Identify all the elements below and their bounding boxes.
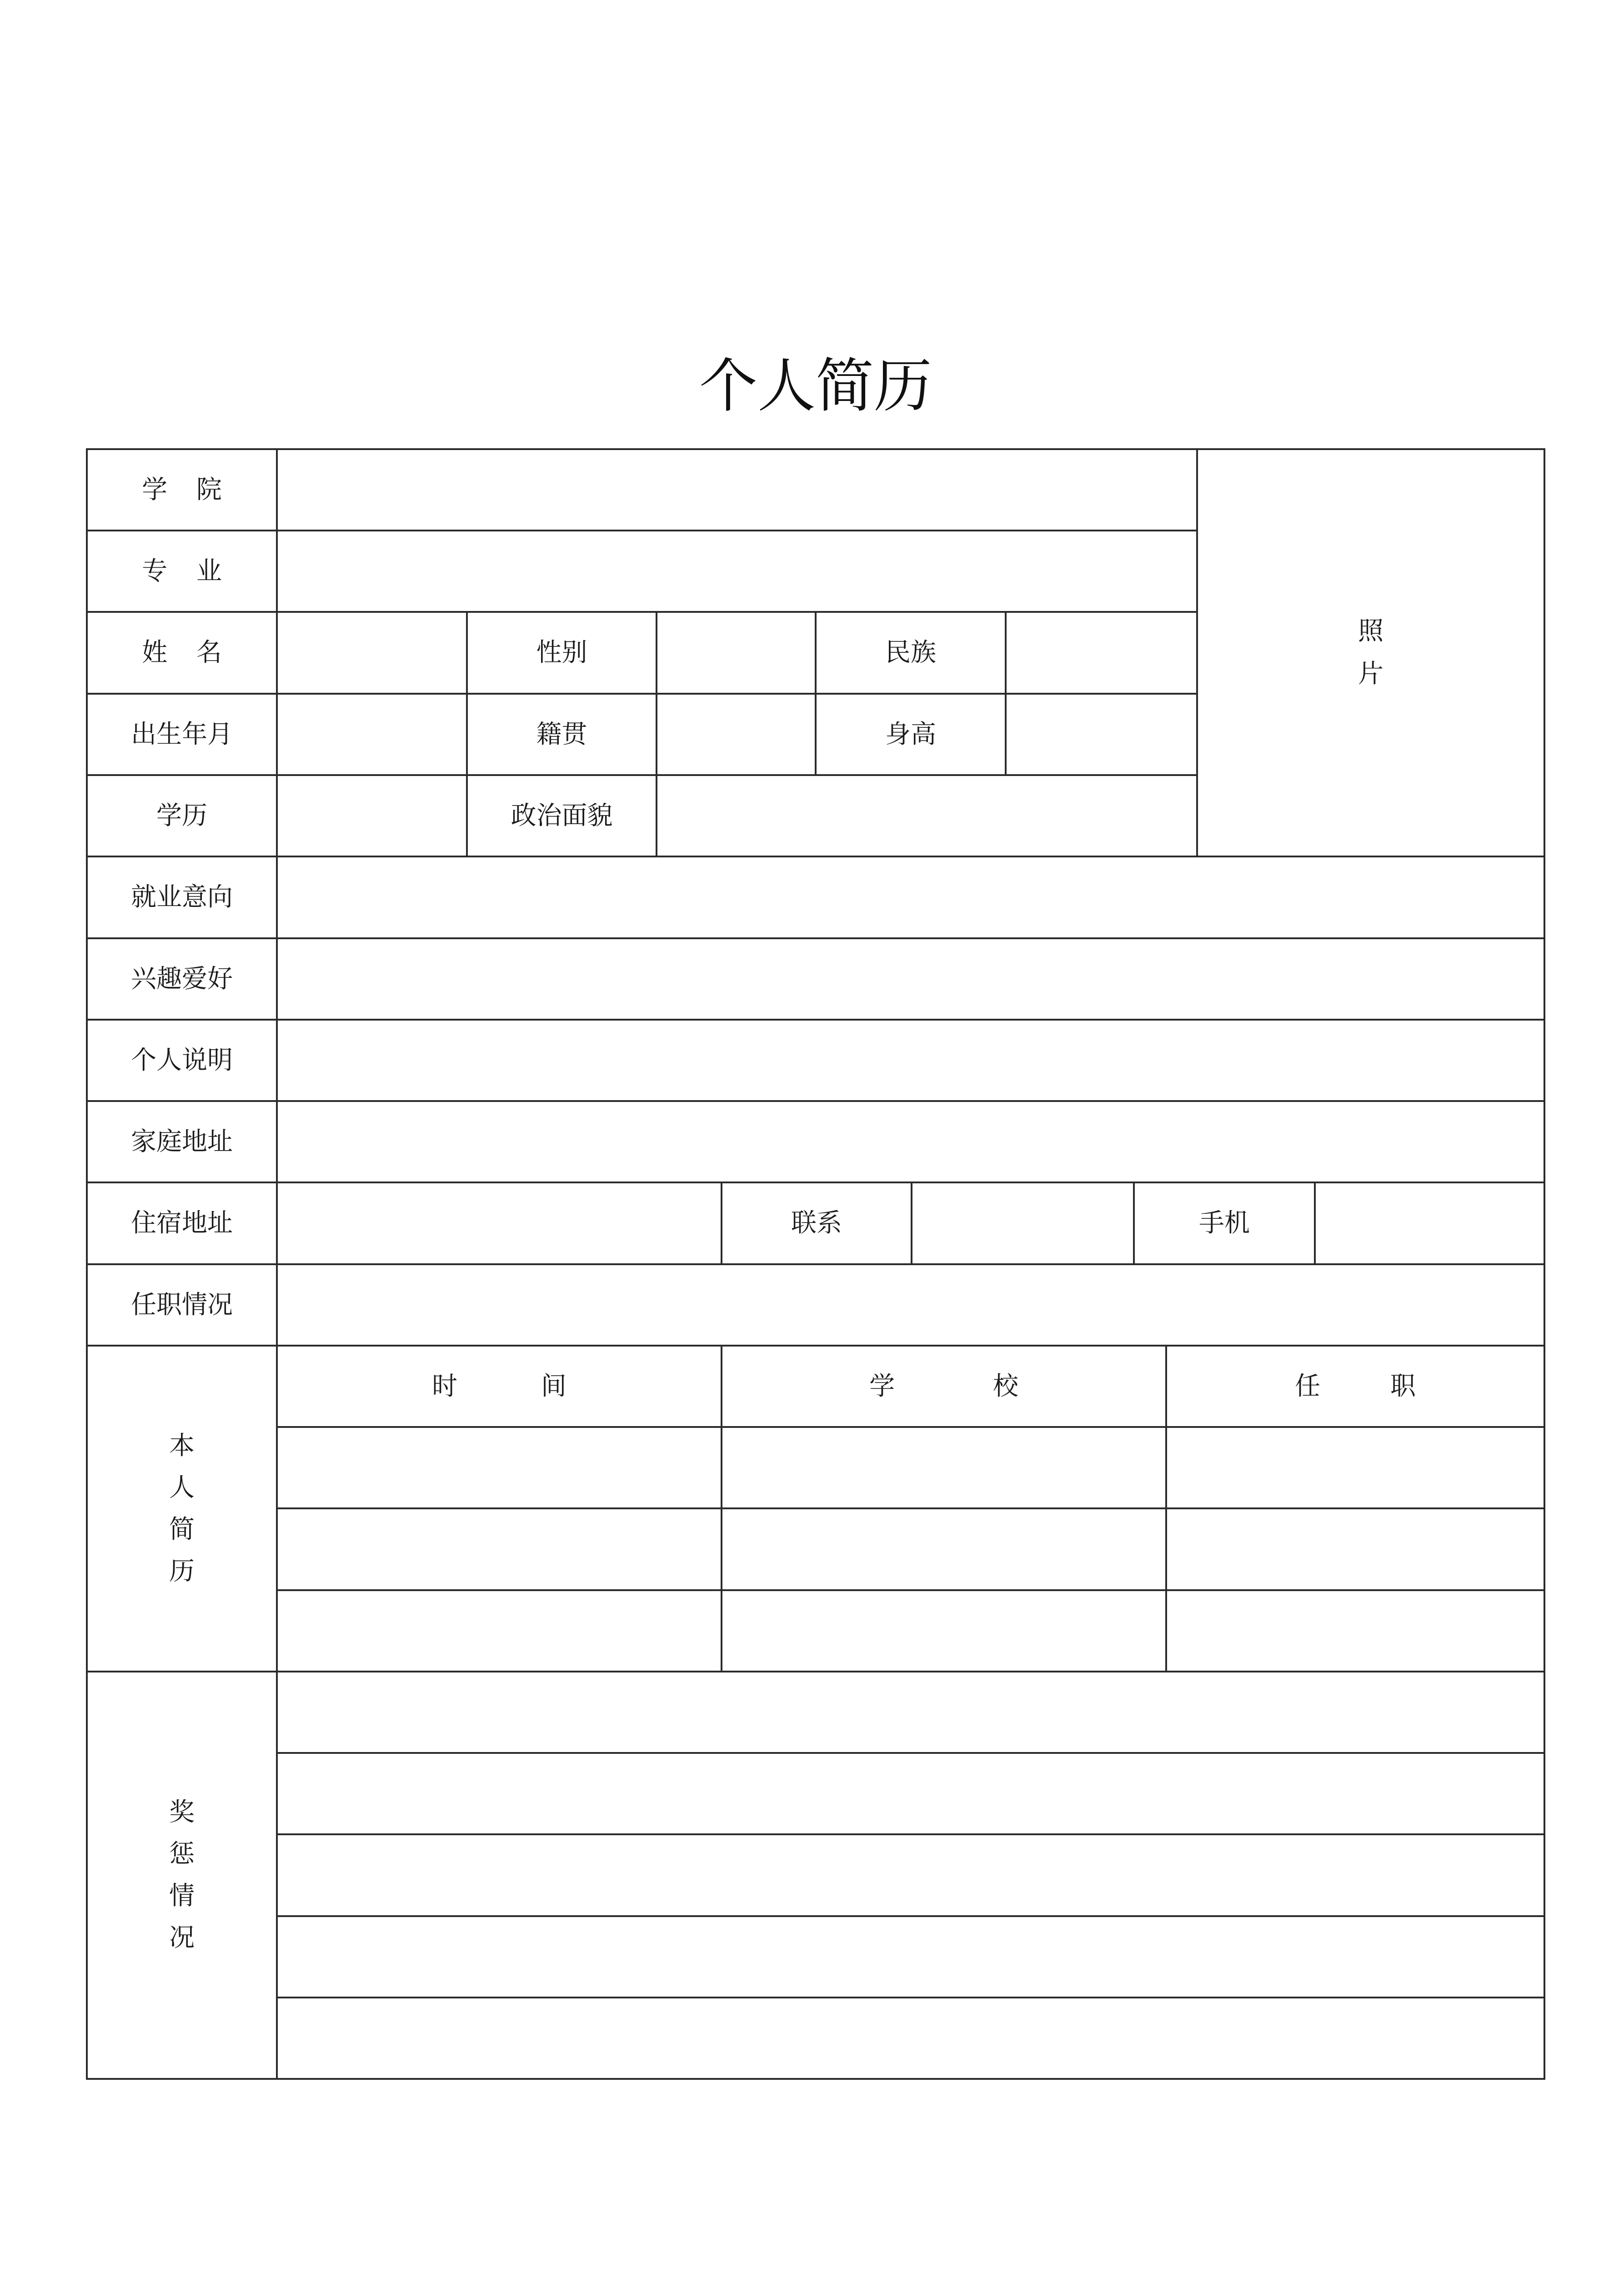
resume-history-row-2-position[interactable] [1165,1507,1545,1591]
school-column-header: 学 校 [869,1371,1018,1401]
resume-history-label-cell [86,1345,278,1672]
positions-held-field[interactable] [276,1263,1545,1347]
awards-row-5[interactable] [276,1997,1545,2080]
name-label-cell [86,611,278,695]
home-address-field[interactable] [276,1100,1545,1183]
resume-history-row-3-position[interactable] [1165,1589,1545,1672]
college-field[interactable] [276,448,1198,531]
resume-form-table [87,449,1544,2079]
resume-history-row-2-time[interactable] [276,1507,722,1591]
height-field[interactable] [1005,693,1198,776]
awards-row-2[interactable] [276,1752,1545,1835]
mobile-label: 手机 [1199,1208,1250,1238]
resume-history-row-3-school[interactable] [721,1589,1167,1672]
position-column-header: 任 职 [1295,1371,1416,1401]
resume-history-row-3-time[interactable] [276,1589,722,1672]
awards-row-3[interactable] [276,1833,1545,1917]
photo-label: 照片 [1358,616,1383,689]
career-intention-label: 就业意向 [131,882,233,912]
height-label: 身高 [885,719,936,749]
mobile-label-cell [1133,1182,1316,1265]
political-status-field[interactable] [656,774,1198,857]
gender-label-cell [466,611,657,695]
awards-label: 奖惩情况 [169,1797,195,1953]
height-label-cell [815,693,1007,776]
time-column-header: 时 间 [432,1371,566,1401]
native-place-label: 籍贯 [536,719,587,749]
education-label: 学历 [156,801,207,831]
personal-statement-field[interactable] [276,1019,1545,1102]
awards-row-1[interactable] [276,1671,1545,1754]
career-intention-field[interactable] [276,856,1545,939]
ethnicity-label-cell [815,611,1007,695]
career-intention-label-cell [86,856,278,939]
hobbies-label-cell [86,937,278,1021]
birth-field[interactable] [276,693,468,776]
contact-field[interactable] [911,1182,1135,1265]
resume-history-row-1-position[interactable] [1165,1426,1545,1509]
gender-label: 性别 [536,638,587,667]
photo-box[interactable] [1196,448,1545,857]
hobbies-field[interactable] [276,937,1545,1021]
political-status-label: 政治面貌 [511,801,613,831]
ethnicity-label: 民族 [885,638,936,667]
native-place-field[interactable] [656,693,817,776]
resume-history-row-1-time[interactable] [276,1426,722,1509]
education-field[interactable] [276,774,468,857]
resume-history-header-position [1165,1345,1545,1428]
education-label-cell [86,774,278,857]
dorm-address-label-cell [86,1182,278,1265]
ethnicity-field[interactable] [1005,611,1198,695]
contact-label-cell [721,1182,912,1265]
major-field[interactable] [276,530,1198,613]
home-address-label: 家庭地址 [131,1126,233,1157]
dorm-address-label: 住宿地址 [131,1208,233,1238]
birth-label: 出生年月 [131,719,233,749]
college-label-cell [86,448,278,531]
personal-statement-label-cell [86,1019,278,1102]
resume-history-header-time [276,1345,722,1428]
resume-history-header-school [721,1345,1167,1428]
contact-label: 联系 [791,1208,842,1238]
gender-field[interactable] [656,611,817,695]
positions-held-label-cell [86,1263,278,1347]
resume-history-row-2-school[interactable] [721,1507,1167,1591]
home-address-label-cell [86,1100,278,1183]
hobbies-label: 兴趣爱好 [131,964,233,994]
native-place-label-cell [466,693,657,776]
name-label: 姓 名 [142,638,222,667]
major-label: 专 业 [142,556,222,586]
name-field[interactable] [276,611,468,695]
dorm-address-field[interactable] [276,1182,722,1265]
resume-history-label: 本人简历 [169,1431,195,1586]
page-title: 个人简历 [699,352,932,420]
resume-history-row-1-school[interactable] [721,1426,1167,1509]
major-label-cell [86,530,278,613]
mobile-field[interactable] [1314,1182,1545,1265]
personal-statement-label: 个人说明 [131,1045,233,1075]
positions-held-label: 任职情况 [131,1290,233,1320]
birth-label-cell [86,693,278,776]
college-label: 学 院 [142,475,222,505]
political-status-label-cell [466,774,657,857]
awards-row-4[interactable] [276,1915,1545,1998]
awards-label-cell [86,1671,278,2080]
